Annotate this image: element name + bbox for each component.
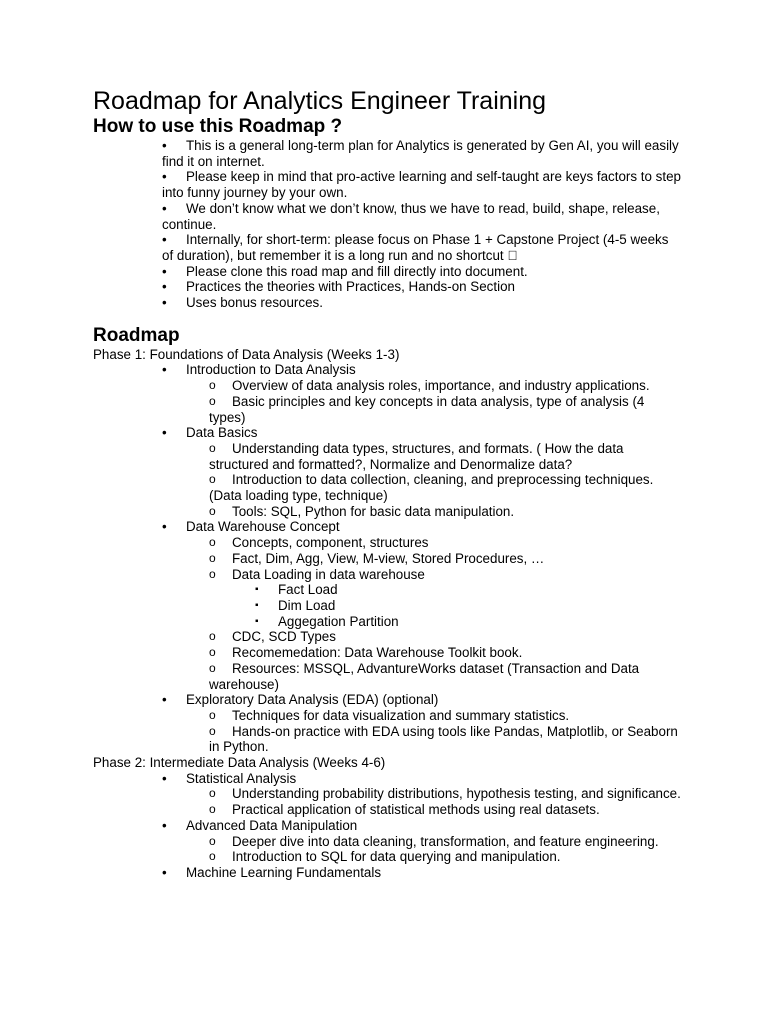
bullet-icon: • [162, 263, 167, 279]
list-item: • Internally, for short-term: please focus on Phase 1 + Capstone Project (4-5 weeks of duration), but remember it is a long run and no shortcut [162, 232, 669, 263]
list-item: • Practices the theories with Practices, Hands-on Section [162, 279, 515, 295]
subtopic-item: o Introduction to SQL for data querying and manipulation. [209, 849, 561, 865]
circle-bullet-icon: o [209, 440, 216, 455]
loading-item: ▪ Dim Load [255, 597, 336, 613]
subtopic-item: o CDC, SCD Types [209, 629, 336, 645]
bullet-icon: • [162, 692, 167, 708]
document-title: Roadmap for Analytics Engineer Training [93, 87, 547, 115]
topic-item: • Statistical Analysis [162, 770, 297, 786]
circle-bullet-icon: o [209, 707, 216, 722]
subtopic-item: o Resources: MSSQL, AdvantureWorks dataset (Transaction and Data warehouse) [209, 660, 640, 692]
bullet-icon: • [162, 232, 167, 248]
list-item: • Please keep in mind that pro-active learning and self-taught are keys factors to step into funny journey by your own. [162, 169, 681, 201]
howto-list [93, 138, 683, 311]
subtopic-item: o Recomemedation: Data Warehouse Toolkit book. [209, 645, 523, 661]
subtopic-item: o Deeper dive into data cleaning, transformation, and feature engineering. [209, 833, 659, 849]
bullet-icon: • [162, 169, 167, 185]
circle-bullet-icon: o [209, 550, 216, 565]
bullet-icon: • [162, 279, 167, 295]
circle-bullet-icon: o [209, 378, 216, 393]
subtopic-item: o Introduction to data collection, cleaning, and preprocessing techniques. (Data loading type, technique) [209, 472, 654, 504]
subtopic-item: o Tools: SQL, Python for basic data manipulation. [209, 503, 515, 519]
phase-2-title: Phase 2: Intermediate Data Analysis (Weeks 4-6) [93, 755, 386, 771]
circle-bullet-icon: o [209, 786, 216, 801]
roadmap-heading: Roadmap [93, 324, 180, 346]
subtopic-item: o Fact, Dim, Agg, View, M-view, Stored Procedures, … [209, 550, 545, 566]
subtopic-item: o Overview of data analysis roles, importance, and industry applications. [209, 378, 650, 394]
circle-bullet-icon: o [209, 393, 216, 408]
loading-item: ▪ Fact Load [255, 582, 338, 598]
subtopic-item: o Practical application of statistical methods using real datasets. [209, 802, 600, 818]
topic-item: • Machine Learning Fundamentals [162, 864, 382, 880]
bullet-icon: • [162, 362, 167, 378]
subtopic-item: o Concepts, component, structures [209, 535, 429, 551]
circle-bullet-icon: o [209, 833, 216, 848]
bullet-icon: • [162, 200, 167, 216]
circle-bullet-icon: o [209, 472, 216, 487]
bullet-icon: • [162, 425, 167, 441]
circle-bullet-icon: o [209, 535, 216, 550]
list-item: • We don’t know what we don’t know, thus we have to read, build, shape, release, continue. [162, 200, 660, 232]
list-item: • Please clone this road map and fill directly into document. [162, 263, 528, 279]
howto-heading: How to use this Roadmap ? [93, 116, 343, 137]
circle-bullet-icon: o [209, 503, 216, 518]
subtopic-item: o Data Loading in data warehouse [209, 566, 425, 582]
subtopic-item: o Hands-on practice with EDA using tools like Pandas, Matplotlib, or Seaborn in Python. [209, 723, 678, 755]
bullet-icon: • [162, 770, 167, 786]
topic-item: • Data Basics [162, 425, 258, 441]
loading-item: ▪ Aggegation Partition [255, 613, 399, 629]
circle-bullet-icon: o [209, 645, 216, 660]
circle-bullet-icon: o [209, 802, 216, 817]
topic-item: • Exploratory Data Analysis (EDA) (optional) [162, 692, 439, 708]
circle-bullet-icon: o [209, 723, 216, 738]
square-bullet-icon: ▪ [255, 599, 259, 611]
subtopic-item: o Understanding data types, structures, and formats. ( How the data structured and formatted?, Normalize and Denormalize data? [209, 440, 624, 472]
circle-bullet-icon: o [209, 660, 216, 675]
circle-bullet-icon: o [209, 566, 216, 581]
square-bullet-icon: ▪ [255, 615, 259, 627]
subtopic-item: o Basic principles and key concepts in data analysis, type of analysis (4 types) [209, 393, 645, 425]
bullet-icon: • [162, 519, 167, 535]
square-bullet-icon: ▪ [255, 584, 259, 596]
list-item: • This is a general long-term plan for Analytics is generated by Gen AI, you will easily find it on internet. [162, 138, 679, 169]
subtopic-item: o Understanding probability distributions, hypothesis testing, and significance. [209, 786, 681, 802]
topic-item: • Advanced Data Manipulation [162, 817, 358, 833]
topic-item: • Data Warehouse Concept [162, 519, 340, 535]
bullet-icon: • [162, 295, 167, 311]
topic-item: • Introduction to Data Analysis [162, 362, 356, 378]
circle-bullet-icon: o [209, 849, 216, 864]
circle-bullet-icon: o [209, 629, 216, 644]
document-page [93, 86, 683, 881]
list-item: • Uses bonus resources. [162, 295, 323, 311]
bullet-icon: • [162, 817, 167, 833]
bullet-icon: • [162, 138, 167, 153]
subtopic-item: o Techniques for data visualization and summary statistics. [209, 707, 570, 723]
phase-1-title: Phase 1: Foundations of Data Analysis (Weeks 1-3) [93, 346, 400, 362]
bullet-icon: • [162, 864, 167, 880]
